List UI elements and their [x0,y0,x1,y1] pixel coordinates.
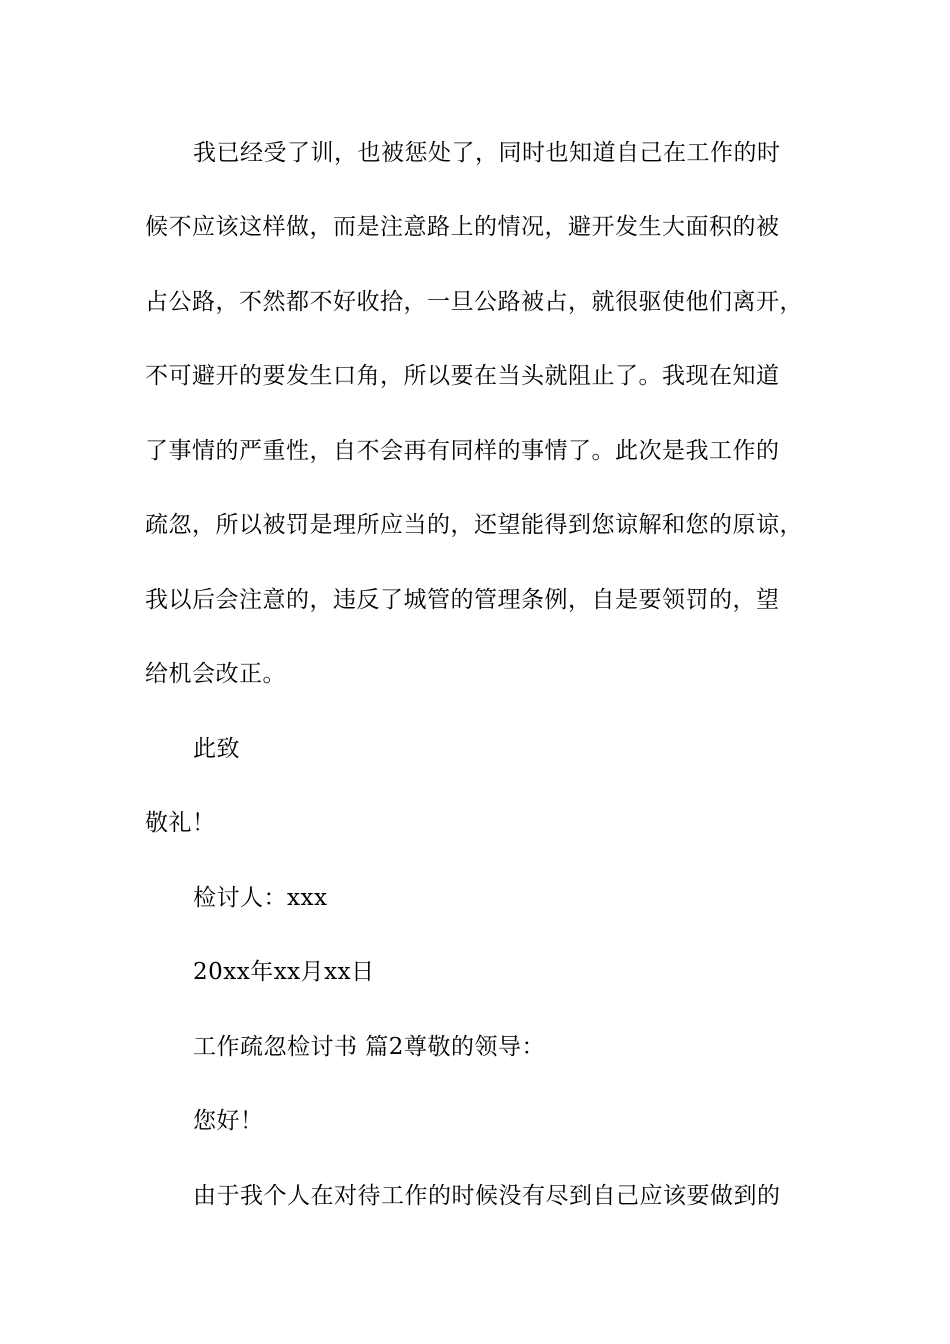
closing-salutation: 此致 [193,736,240,762]
paragraph-line-2: 候不应该这样做，而是注意路上的情况，避开发生大面积的被 [145,214,780,240]
paragraph-line-8: 给机会改正。 [145,661,286,687]
paragraph-line-3: 占公路，不然都不好收拾，一旦公路被占，就很驱使他们离开， [145,289,803,315]
signature-line: 检讨人：xxx [193,885,328,911]
closing-regards: 敬礼！ [145,810,216,836]
greeting-line: 您好！ [193,1108,264,1134]
paragraph-line-1: 我已经受了训，也被惩处了，同时也知道自己在工作的时 [193,140,781,166]
paragraph-line-6: 疏忽，所以被罚是理所应当的，还望能得到您谅解和您的原谅， [145,512,803,538]
paragraph-line-next: 由于我个人在对待工作的时候没有尽到自己应该要做到的 [193,1183,781,1209]
section-heading: 工作疏忽检讨书 篇2尊敬的领导： [193,1034,545,1060]
paragraph-line-5: 了事情的严重性，自不会再有同样的事情了。此次是我工作的 [145,438,780,464]
paragraph-line-4: 不可避开的要发生口角，所以要在当头就阻止了。我现在知道 [145,363,780,389]
date-line: 20xx年xx月xx日 [193,959,375,985]
paragraph-line-7: 我以后会注意的，违反了城管的管理条例，自是要领罚的，望 [145,587,780,613]
